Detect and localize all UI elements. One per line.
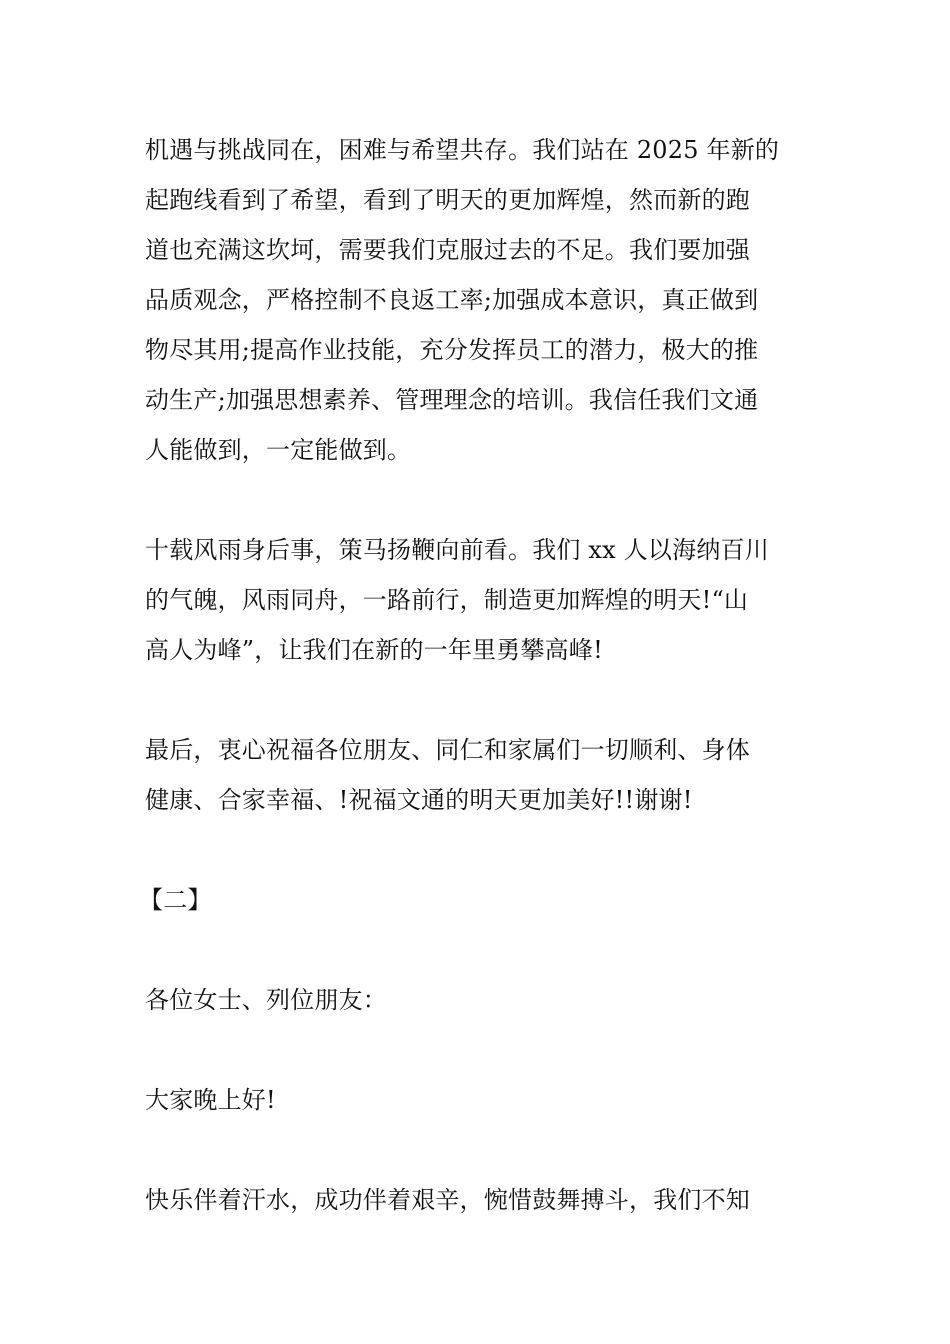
paragraph-line: 起跑线看到了希望，看到了明天的更加辉煌，然而新的跑	[145, 186, 750, 214]
paragraph-line: 的气魄，风雨同舟，一路前行，制造更加辉煌的明天!“山	[145, 586, 749, 614]
paragraph-6	[145, 1175, 810, 1225]
paragraph-line: 物尽其用;提高作业技能，充分发挥员工的潜力，极大的推	[145, 336, 759, 364]
paragraph-line: 高人为峰”，让我们在新的一年里勇攀高峰!	[145, 636, 603, 664]
paragraph-spacer	[145, 475, 810, 525]
paragraph-line: 健康、合家幸福、!祝福文通的明天更加美好!!谢谢!	[145, 786, 693, 814]
paragraph-spacer	[145, 675, 810, 725]
paragraph-line: 道也充满这坎坷，需要我们克服过去的不足。我们要加强	[145, 236, 750, 264]
paragraph-line: 动生产;加强思想素养、管理理念的培训。我信任我们文通	[145, 386, 759, 414]
paragraph-line: 机遇与挑战同在，困难与希望共存。我们站在 2025 年新的	[145, 136, 780, 164]
paragraph-5	[145, 1075, 810, 1125]
paragraph-spacer	[145, 825, 810, 875]
paragraph-line: 快乐伴着汗水，成功伴着艰辛，惋惜鼓舞搏斗，我们不知	[145, 1186, 750, 1214]
paragraph-3	[145, 725, 810, 825]
paragraph-line: 大家晚上好!	[145, 1086, 276, 1114]
document-body	[139, 125, 810, 1225]
paragraph-line: 十载风雨身后事，策马扬鞭向前看。我们 xx 人以海纳百川	[145, 536, 769, 564]
paragraph-line: 各位女士、列位朋友：	[145, 986, 387, 1014]
paragraph-line: 人能做到，一定能做到。	[145, 436, 412, 464]
paragraph-line: 品质观念，严格控制不良返工率;加强成本意识，真正做到	[145, 286, 759, 314]
paragraph-1	[145, 125, 810, 475]
paragraph-line: 最后，衷心祝福各位朋友、同仁和家属们一切顺利、身体	[145, 736, 750, 764]
paragraph-spacer	[145, 1125, 810, 1175]
section-heading: 【二】	[139, 886, 212, 914]
paragraph-spacer	[145, 925, 810, 975]
paragraph-2	[145, 525, 810, 675]
paragraph-4	[145, 975, 810, 1025]
paragraph-spacer	[145, 1025, 810, 1075]
